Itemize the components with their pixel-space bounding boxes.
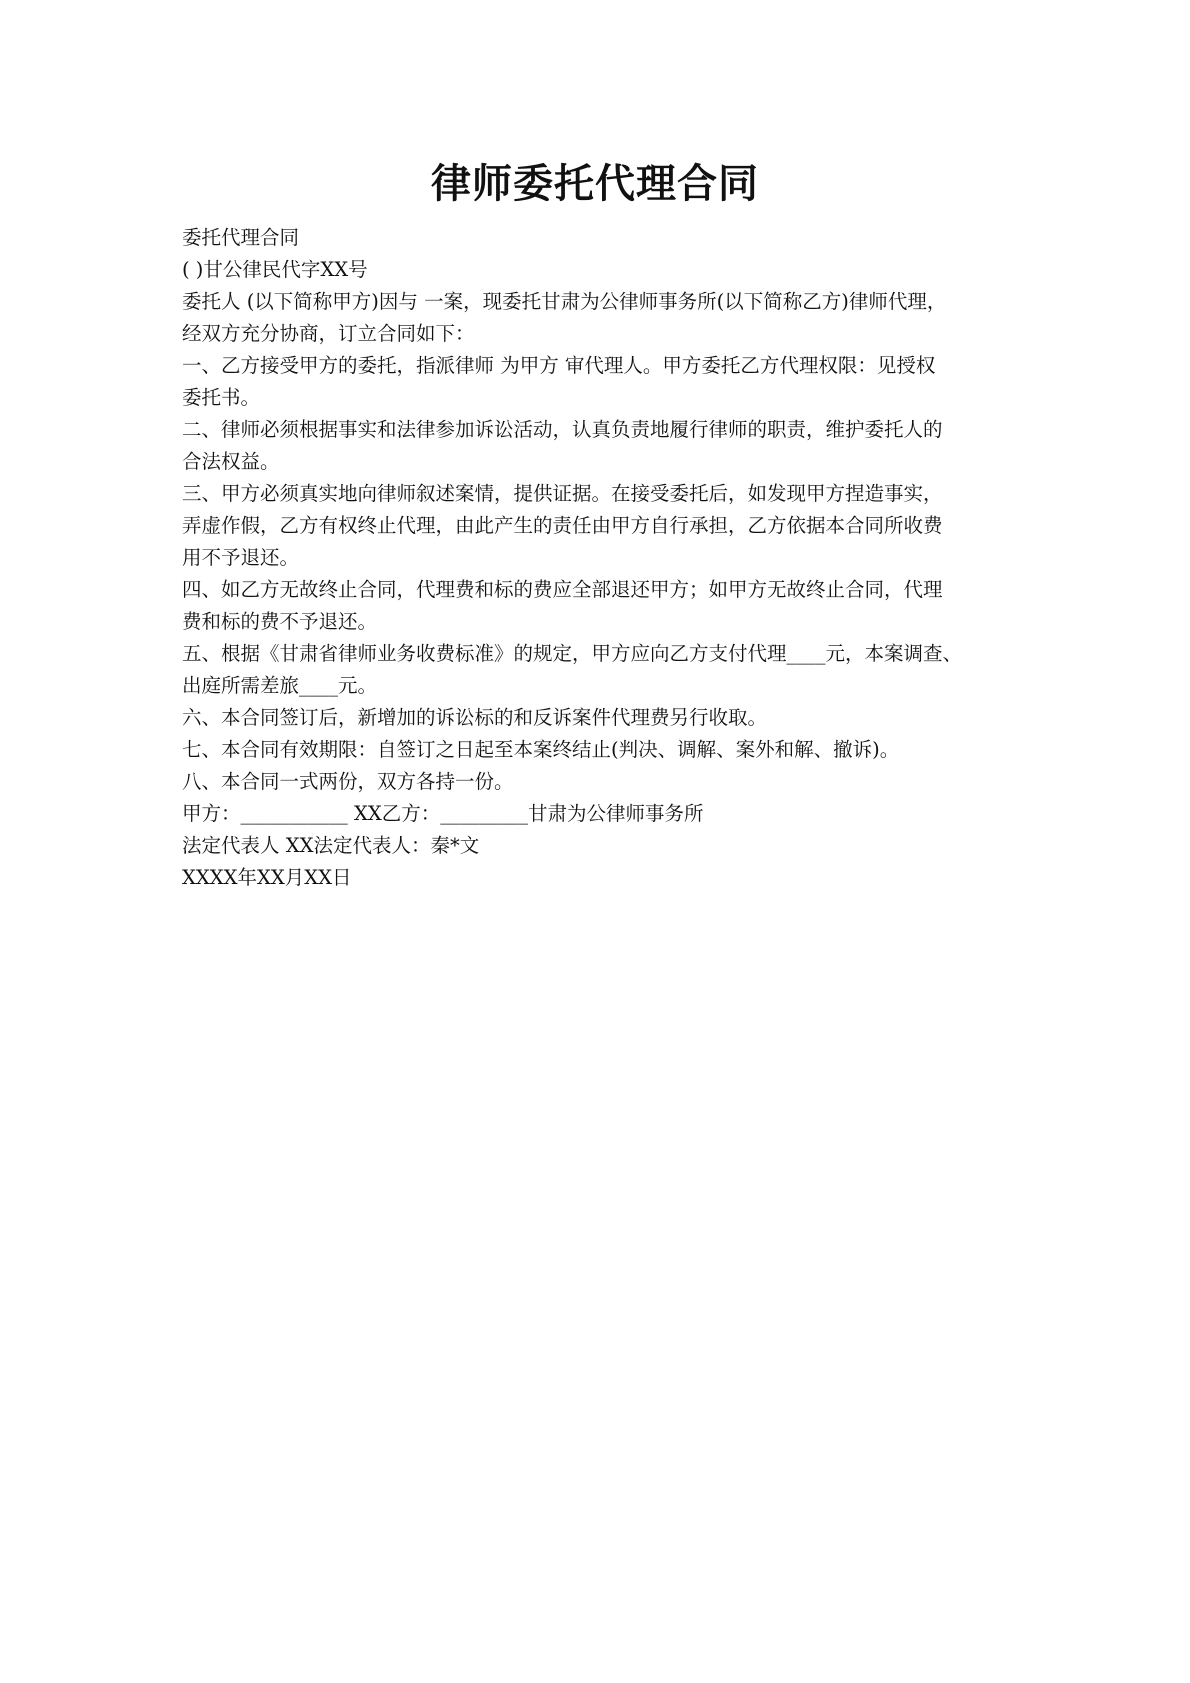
signature-line-representatives: 法定代表人 XX法定代表人：秦*文 — [182, 834, 480, 857]
doc-line: 一、乙方接受甲方的委托，指派律师 为甲方 审代理人。甲方委托乙方代理权限：见授权 — [182, 354, 936, 377]
doc-line: 出庭所需差旅____元。 — [182, 674, 378, 697]
doc-line: 二、律师必须根据事实和法律参加诉讼活动，认真负责地履行律师的职责，维护委托人的 — [182, 418, 943, 441]
date-line: XXXX年XX月XX日 — [182, 866, 352, 889]
doc-line: 合法权益。 — [182, 450, 280, 473]
doc-line: 委托书。 — [182, 386, 261, 409]
doc-line: 委托人 (以下简称甲方)因与 一案，现委托甘肃为公律师事务所(以下简称乙方)律师代理， — [182, 290, 947, 313]
doc-line: 六、本合同签订后，新增加的诉讼标的和反诉案件代理费另行收取。 — [182, 706, 768, 729]
doc-line: ( )甘公律民代字XX号 — [182, 258, 368, 281]
signature-line-parties: 甲方：___________ XX乙方：_________甘肃为公律师事务所 — [182, 802, 704, 825]
doc-line: 四、如乙方无故终止合同，代理费和标的费应全部退还甲方；如甲方无故终止合同，代理 — [182, 578, 943, 601]
doc-line: 八、本合同一式两份，双方各持一份。 — [182, 770, 514, 793]
doc-line: 经双方充分协商，订立合同如下： — [182, 322, 475, 345]
doc-line: 五、根据《甘肃省律师业务收费标准》的规定，甲方应向乙方支付代理____元，本案调查、 — [182, 642, 963, 665]
doc-line: 费和标的费不予退还。 — [182, 610, 378, 633]
doc-line: 七、本合同有效期限：自签订之日起至本案终结止(判决、调解、案外和解、撤诉)。 — [182, 738, 900, 761]
document-title: 律师委托代理合同 — [431, 160, 759, 207]
document-body — [182, 222, 1032, 894]
doc-line: 弄虚作假，乙方有权终止代理，由此产生的责任由甲方自行承担，乙方依据本合同所收费 — [182, 514, 943, 537]
doc-line: 三、甲方必须真实地向律师叙述案情，提供证据。在接受委托后，如发现甲方捏造事实， — [182, 482, 943, 505]
doc-line: 用不予退还。 — [182, 546, 300, 569]
doc-line: 委托代理合同 — [182, 226, 300, 249]
